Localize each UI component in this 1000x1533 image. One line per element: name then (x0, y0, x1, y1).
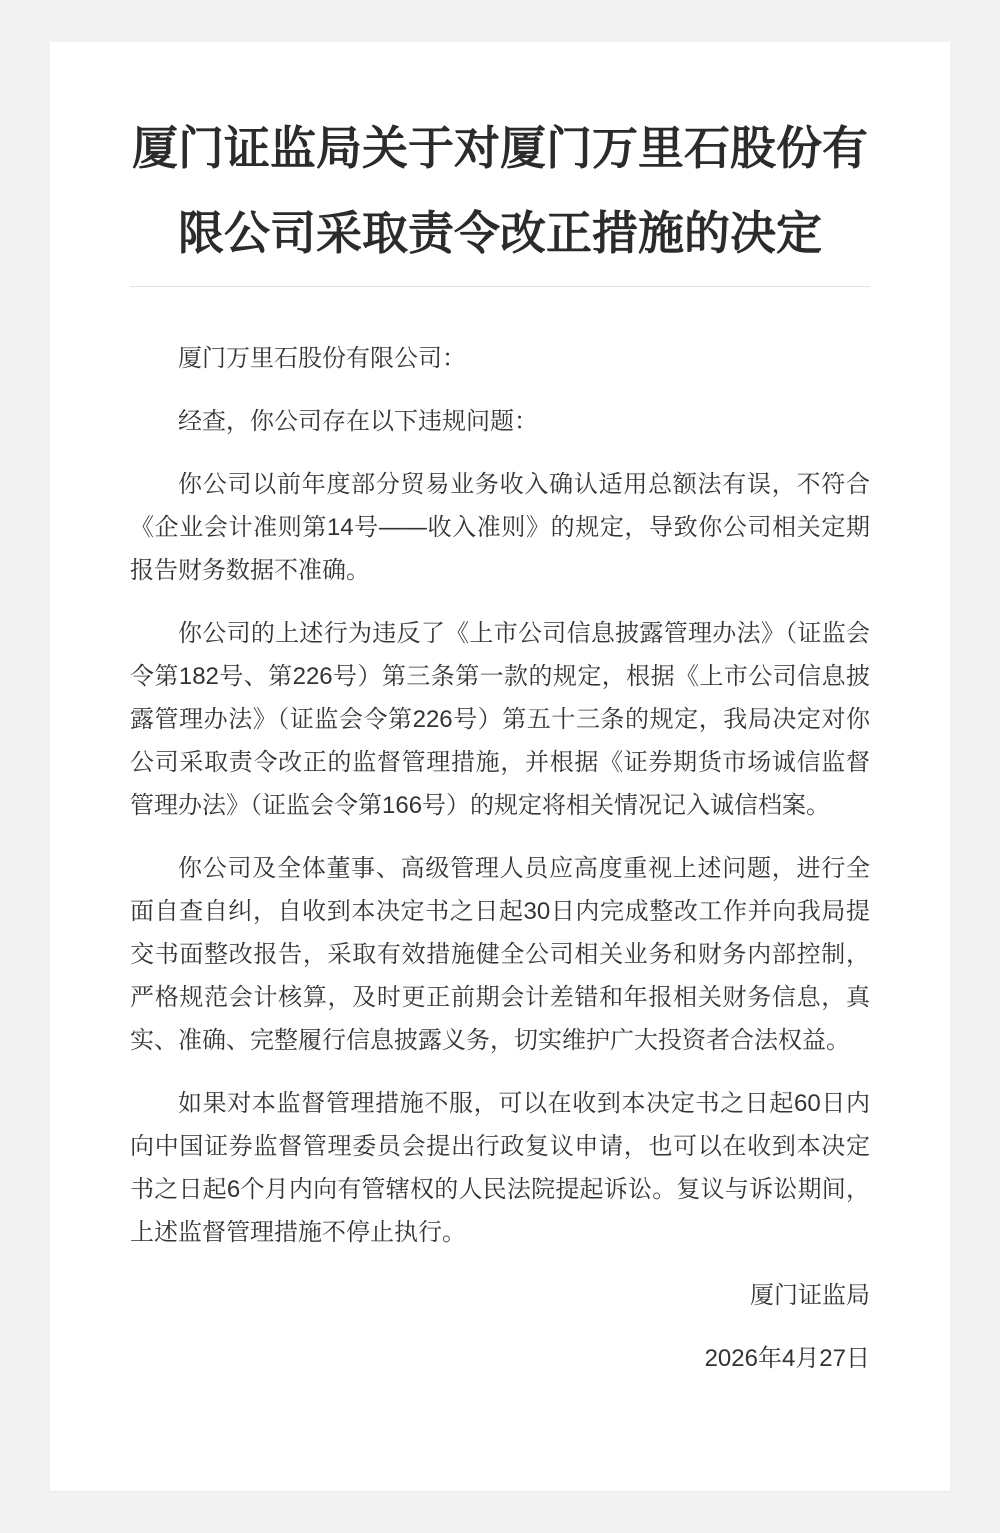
title-divider (130, 286, 870, 287)
paragraph-appeal-rights: 如果对本监督管理措施不服，可以在收到本决定书之日起60日内向中国证券监督管理委员会提出行政复议申请，也可以在收到本决定书之日起6个月内向有管辖权的人民法院提起诉讼。复议与诉讼期间，上述监督管理措施不停止执行。 (130, 1090, 870, 1246)
document-card (50, 42, 950, 1491)
document-title: 厦门证监局关于对厦门万里石股份有限公司采取责令改正措施的决定 (132, 122, 868, 259)
issuing-authority-signature: 厦门证监局 (750, 1282, 870, 1309)
salutation: 厦门万里石股份有限公司： (178, 345, 466, 372)
paragraph-findings-intro: 经查，你公司存在以下违规问题： (178, 408, 538, 435)
paragraph-legal-basis: 你公司的上述行为违反了《上市公司信息披露管理办法》（证监会令第182号、第226号）第三条第一款的规定，根据《上市公司信息披露管理办法》（证监会令第226号）第五十三条的规定，我局决定对你公司采取责令改正的监督管理措施，并根据《证券期货市场诚信监督管理办法》（证监会令第166号）的规定将相关情况记入诚信档案。 (130, 620, 870, 819)
paragraph-rectification-requirements: 你公司及全体董事、高级管理人员应高度重视上述问题，进行全面自查自纠，自收到本决定书之日起30日内完成整改工作并向我局提交书面整改报告，采取有效措施健全公司相关业务和财务内部控制，严格规范会计核算，及时更正前期会计差错和年报相关财务信息，真实、准确、完整履行信息披露义务，切实维护广大投资者合法权益。 (130, 855, 870, 1054)
issue-date: 2026年4月27日 (704, 1345, 870, 1372)
document-body (130, 337, 870, 1380)
paragraph-violation-detail: 你公司以前年度部分贸易业务收入确认适用总额法有误，不符合《企业会计准则第14号——收入准则》的规定，导致你公司相关定期报告财务数据不准确。 (130, 471, 870, 584)
